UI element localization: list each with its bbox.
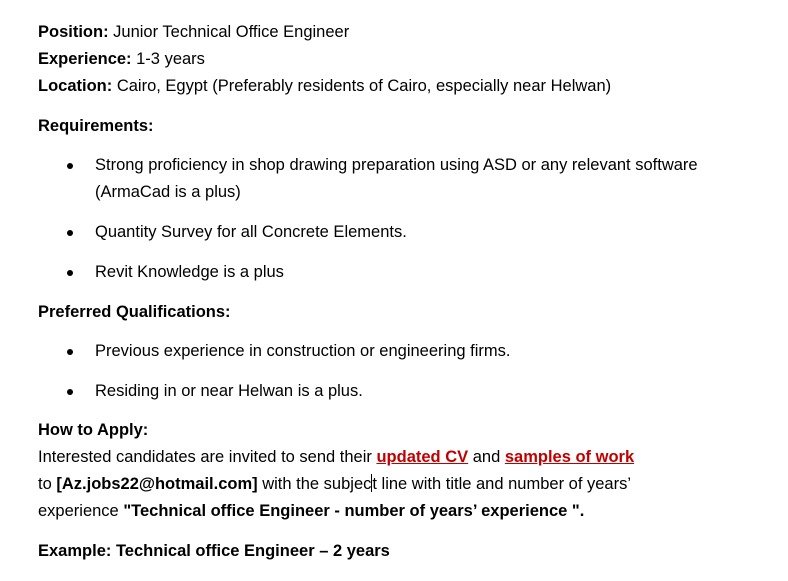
- requirement-text: Strong proficiency in shop drawing preparation using ASD or any relevant software (ArmaCad is a plus): [95, 156, 698, 201]
- list-item: [38, 259, 778, 286]
- location-label: Location:: [38, 77, 113, 95]
- apply-line-1: [38, 444, 778, 471]
- requirements-heading: Requirements:: [38, 117, 154, 135]
- location-value: Cairo, Egypt (Preferably residents of Cairo, especially near Helwan): [112, 77, 612, 95]
- preferred-list: [38, 338, 778, 405]
- preferred-heading: Preferred Qualifications:: [38, 303, 231, 321]
- updated-cv-link[interactable]: updated CV: [376, 448, 469, 466]
- location-line: [38, 73, 778, 100]
- qualification-text: Previous experience in construction or engineering firms.: [95, 342, 511, 360]
- requirement-text: Revit Knowledge is a plus: [95, 263, 284, 281]
- list-item: [38, 378, 778, 405]
- experience-label: Experience:: [38, 50, 132, 68]
- list-item: [38, 152, 778, 206]
- apply-experience-text: experience: [38, 502, 124, 520]
- samples-of-work-link[interactable]: samples of work: [504, 448, 635, 466]
- position-value: Junior Technical Office Engineer: [108, 23, 350, 41]
- email-address: [Az.jobs22@hotmail.com]: [56, 475, 258, 493]
- apply-text: Interested candidates are invited to send their: [38, 448, 377, 466]
- apply-line-3: [38, 498, 778, 525]
- qualification-text: Residing in or near Helwan is a plus.: [95, 382, 363, 400]
- position-label: Position:: [38, 23, 109, 41]
- apply-and-text: and: [468, 448, 505, 466]
- apply-to-text: to: [38, 475, 57, 493]
- apply-subject-text-b: t line with title and number of years’: [372, 475, 632, 493]
- subject-line: "Technical office Engineer - number of years’ experience ".: [123, 502, 585, 520]
- experience-value: 1-3 years: [131, 50, 205, 68]
- bullet-icon: [67, 230, 73, 236]
- example-line: Example: Technical office Engineer – 2 years: [38, 542, 390, 560]
- bullet-icon: [67, 349, 73, 355]
- apply-heading: How to Apply:: [38, 421, 149, 439]
- experience-line: [38, 46, 778, 73]
- position-line: [38, 19, 778, 46]
- requirement-text: Quantity Survey for all Concrete Elements.: [95, 223, 407, 241]
- bullet-icon: [67, 270, 73, 276]
- bullet-icon: [67, 389, 73, 395]
- requirements-list: [38, 152, 778, 286]
- list-item: [38, 219, 778, 246]
- apply-line-2: [38, 471, 778, 498]
- list-item: [38, 338, 778, 365]
- apply-subject-text-a: with the subjec: [257, 475, 372, 493]
- bullet-icon: [67, 163, 73, 169]
